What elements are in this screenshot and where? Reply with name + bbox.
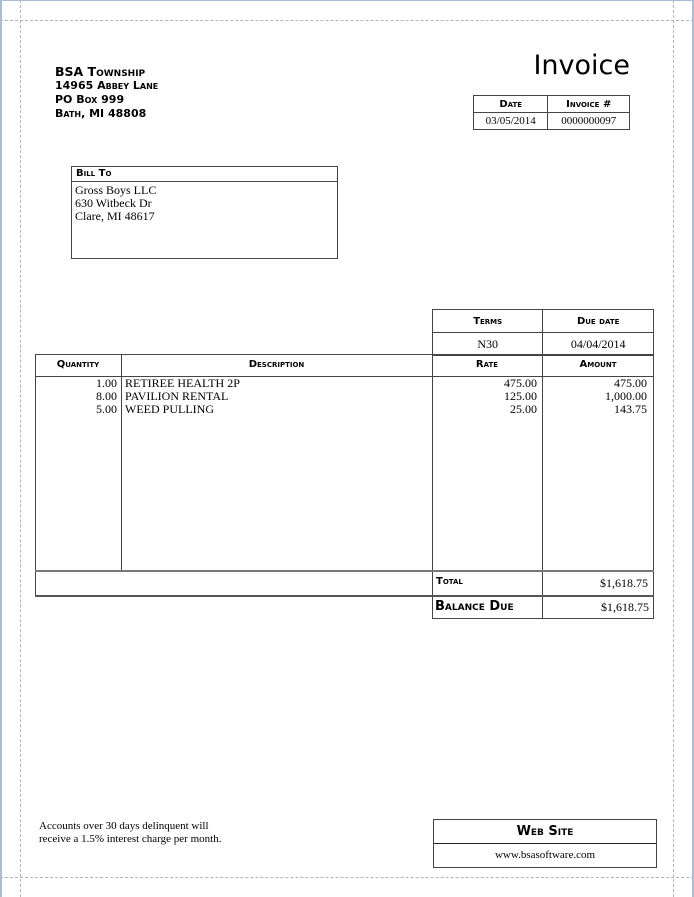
due-date-label: Due date [543,310,654,333]
company-address-line1: 14965 Abbey Lane [55,79,159,92]
invoice-number-label: Invoice # [548,96,630,113]
item-description: PAVILION RENTAL [125,389,229,403]
bill-to-city: Clare, MI 48617 [75,209,155,223]
margin-guide-bottom [0,877,694,878]
bill-to-label: Bill To [72,167,337,182]
item-quantity: 5.00 [96,402,117,416]
website-label: Web Site [434,820,656,844]
margin-guide-right [673,0,674,897]
rate-header: Rate [475,359,499,370]
payment-terms-note [39,820,259,846]
terms-label: Terms [433,310,543,333]
page-frame-left [0,0,2,897]
bill-to-box [71,166,338,259]
invoice-date: 03/05/2014 [474,113,548,130]
date-label: Date [474,96,548,113]
balance-due-value: $1,618.75 [601,600,649,614]
amount-header: Amount [579,359,617,370]
item-rate: 475.00 [504,376,537,390]
item-rate: 125.00 [504,389,537,403]
line-items-header-row [35,354,654,377]
item-description: RETIREE HEALTH 2P [125,376,240,390]
terms-value: N30 [433,333,543,356]
due-date-value: 04/04/2014 [543,333,654,356]
note-line2: receive a 1.5% interest charge per month. [39,833,222,845]
total-value: $1,618.75 [600,576,648,590]
invoice-number: 0000000097 [548,113,630,130]
margin-guide-top [0,20,694,21]
company-address-line2: PO Box 999 [55,93,125,106]
company-address-line3: Bath, MI 48808 [55,107,147,120]
item-quantity: 8.00 [96,389,117,403]
balance-due-box [432,597,654,619]
balance-due-label: Balance Due [435,599,514,614]
item-rate: 25.00 [510,402,537,416]
item-amount: 143.75 [614,402,647,416]
company-name: BSA Township [55,64,146,79]
line-item-row [35,403,654,416]
item-amount: 1,000.00 [605,389,647,403]
item-amount: 475.00 [614,376,647,390]
total-label: Total [436,576,463,587]
bill-to-name: Gross Boys LLC [75,183,157,197]
item-quantity: 1.00 [96,376,117,390]
item-description: WEED PULLING [125,402,214,416]
company-address-block [55,65,158,121]
quantity-header: Quantity [56,359,100,370]
invoice-meta-table [473,95,630,130]
bill-to-street: 630 Witbeck Dr [75,196,152,210]
terms-table [432,309,654,356]
page-frame-top [0,0,694,1]
website-box [433,819,657,868]
line-items-table [35,354,654,597]
description-header: Description [248,359,305,370]
website-url: www.bsasoftware.com [494,849,596,861]
column-divider [542,597,543,618]
document-title: Invoice [533,50,630,81]
margin-guide-left [20,0,21,897]
note-line1: Accounts over 30 days delinquent will [39,820,209,832]
total-separator [35,570,654,572]
